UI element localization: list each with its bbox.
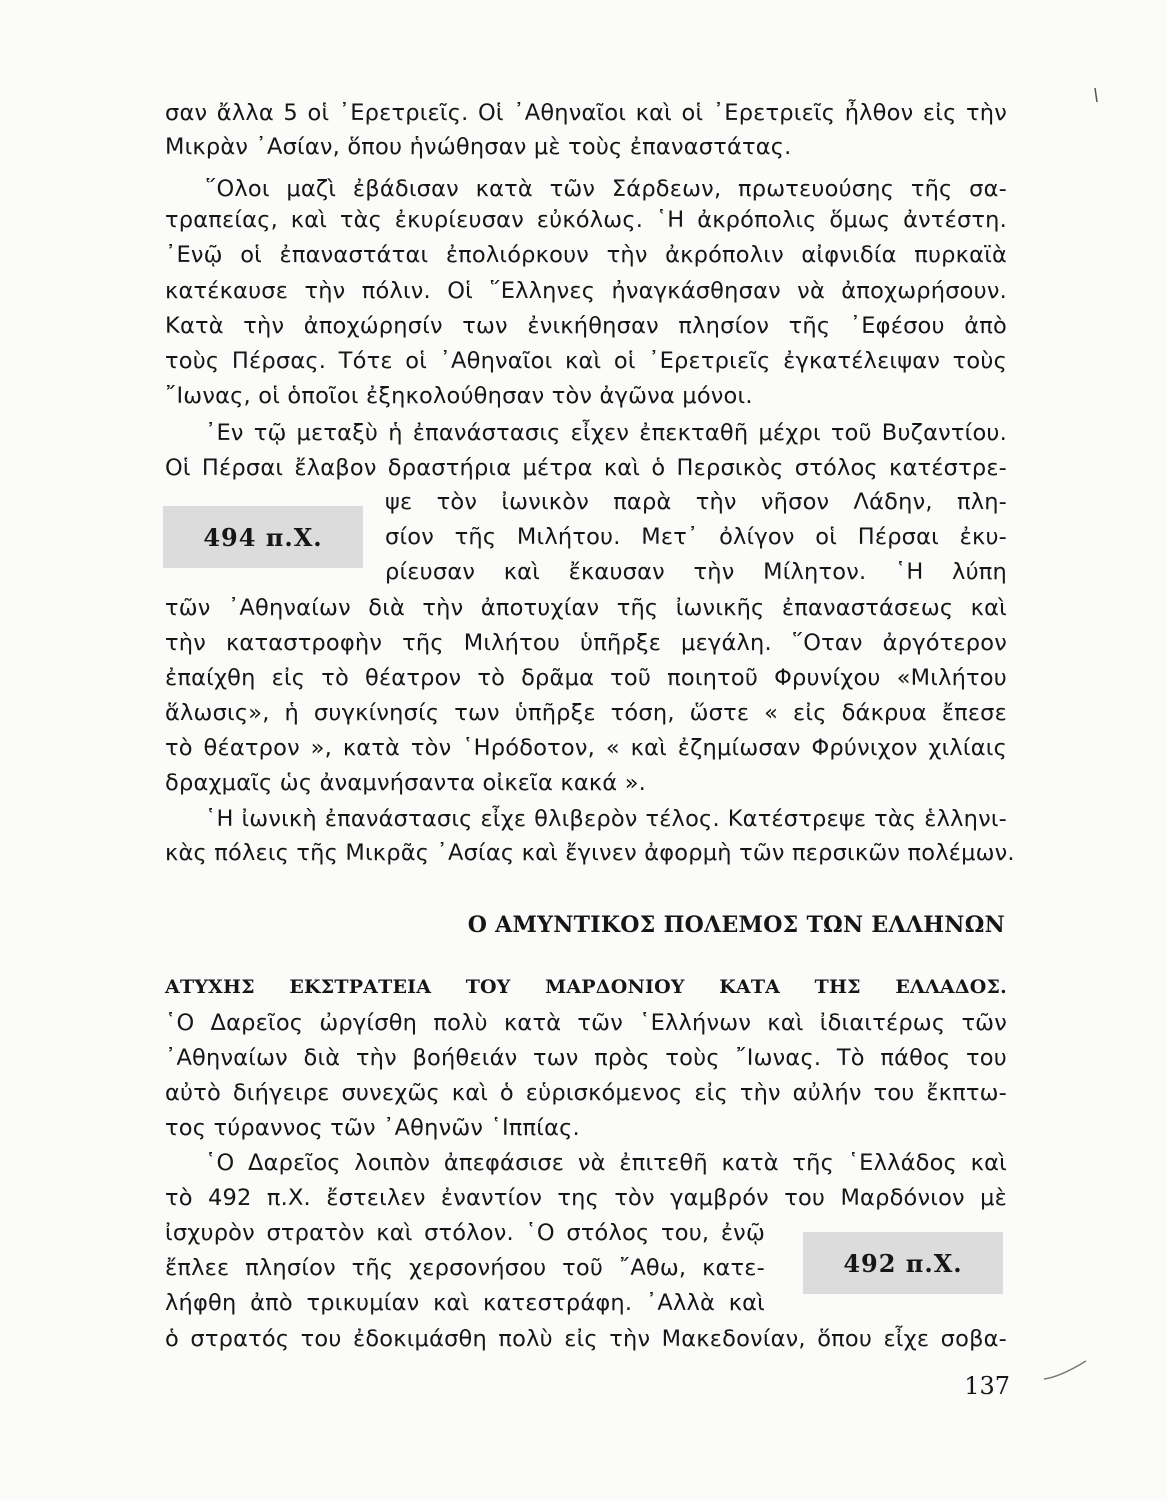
text-line: Οἱ Πέρσαι ἔλαβον δραστήρια μέτρα καὶ ὁ Περσικὸς στόλος κατέστρε- — [165, 455, 1007, 481]
text-line: δραχμαῖς ὡς ἀναμνήσαντα οἰκεῖα κακά ». — [165, 770, 647, 796]
text-line: τοὺς Πέρσας. Τότε οἱ ᾿Αθηναῖοι καὶ οἱ ᾿Ερετριεῖς ἐγκατέλειψαν τοὺς — [165, 348, 1007, 374]
text-line: ᾿Ενῷ οἱ ἐπαναστάται ἐπολιόρκουν τὴν ἀκρόπολιν αἰφνιδία πυρκαϊὰ — [165, 242, 1007, 268]
text-line: τὴν καταστροφὴν τῆς Μιλήτου ὑπῆρξε μεγάλη. ῞Οταν ἀργότερον — [165, 630, 1007, 656]
date-box-494: 494 π.Χ. — [163, 506, 363, 568]
text-line: τραπείας, καὶ τὰς ἐκυρίευσαν εὐκόλως. ῾Η ἀκρόπολις ὅμως ἀντέστη. — [165, 207, 1007, 233]
text-line: ᾿Εν τῷ μεταξὺ ἡ ἐπανάστασις εἶχεν ἐπεκταθῆ μέχρι τοῦ Βυζαντίου. — [205, 420, 1007, 446]
text-line: λήφθη ἀπὸ τρικυμίαν καὶ κατεστράφη. ᾿Αλλὰ καὶ — [165, 1290, 765, 1316]
text-line: ῾Ο Δαρεῖος ὠργίσθη πολὺ κατὰ τῶν ῾Ελλήνων καὶ ἰδιαιτέρως τῶν — [165, 1010, 1007, 1036]
text-line: ἐπαίχθη εἰς τὸ θέατρον τὸ δρᾶμα τοῦ ποιητοῦ Φρυνίχου «Μιλήτου — [165, 665, 1007, 691]
text-line: ρίευσαν καὶ ἔκαυσαν τὴν Μίλητον. ῾Η λύπη — [385, 559, 1007, 585]
text-line: Μικρὰν ᾿Ασίαν, ὅπου ἡνώθησαν μὲ τοὺς ἐπαναστάτας. — [165, 134, 792, 160]
date-box-492: 492 π.Χ. — [803, 1232, 1003, 1294]
subsection-heading: ΑΤΥΧΗΣ ΕΚΣΤΡΑΤΕΙΑ ΤΟΥ ΜΑΡΔΟΝΙΟΥ ΚΑΤΑ ΤΗΣ ΕΛΛΑΔΟΣ. — [165, 976, 1007, 998]
text-line: κατέκαυσε τὴν πόλιν. Οἱ ῞Ελληνες ἠναγκάσθησαν νὰ ἀποχωρήσουν. — [165, 278, 1007, 304]
text-line: τῶν ᾿Αθηναίων διὰ τὴν ἀποτυχίαν τῆς ἰωνικῆς ἐπαναστάσεως καὶ — [165, 595, 1007, 621]
text-line: ῞Ολοι μαζὶ ἐβάδισαν κατὰ τῶν Σάρδεων, πρωτευούσης τῆς σα- — [205, 176, 1007, 202]
text-line: ὁ στρατός του ἐδοκιμάσθη πολὺ εἰς τὴν Μακεδονίαν, ὅπου εἶχε σοβα- — [165, 1326, 1007, 1352]
text-line: τὸ 492 π.Χ. ἔστειλεν ἐναντίον της τὸν γαμβρόν του Μαρδόνιον μὲ — [165, 1185, 1007, 1211]
page-number: 137 — [964, 1372, 1010, 1400]
text-line: ψε τὸν ἰωνικὸν παρὰ τὴν νῆσον Λάδην, πλη- — [385, 489, 1007, 515]
text-line: Κατὰ τὴν ἀποχώρησίν των ἐνικήθησαν πλησίον τῆς ᾿Εφέσου ἀπὸ — [165, 313, 1007, 339]
text-line: αὐτὸ διήγειρε συνεχῶς καὶ ὁ εὑρισκόμενος εἰς τὴν αὐλήν του ἔκπτω- — [165, 1080, 1007, 1106]
text-line: ἅλωσις», ἡ συγκίνησίς των ὑπῆρξε τόση, ὥστε « εἰς δάκρυα ἔπεσε — [165, 700, 1007, 726]
text-line: ἔπλεε πλησίον τῆς χερσονήσου τοῦ ῎Αθω, κατε- — [165, 1255, 765, 1281]
text-line: τὸ θέατρον », κατὰ τὸν ῾Ηρόδοτον, « καὶ ἐζημίωσαν Φρύνιχον χιλίαις — [165, 735, 1007, 761]
text-line: σίον τῆς Μιλήτου. Μετ᾿ ὀλίγον οἱ Πέρσαι ἐκυ- — [385, 524, 1007, 550]
text-line: ῾Ο Δαρεῖος λοιπὸν ἀπεφάσισε νὰ ἐπιτεθῆ κατὰ τῆς ῾Ελλάδος καὶ — [205, 1150, 1007, 1176]
text-line: ἰσχυρὸν στρατὸν καὶ στόλον. ῾Ο στόλος του, ἐνῷ — [165, 1220, 765, 1246]
text-line: ῾Η ἰωνικὴ ἐπανάστασις εἶχε θλιβερὸν τέλος. Κατέστρεψε τὰς ἑλληνι- — [205, 806, 1007, 832]
text-line: κὰς πόλεις τῆς Μικρᾶς ᾿Ασίας καὶ ἔγινεν ἀφορμὴ τῶν περσικῶν πολέμων. — [165, 840, 1015, 866]
pencil-mark-icon — [1040, 1355, 1090, 1385]
text-line: τος τύραννος τῶν ᾿Αθηνῶν ῾Ιππίας. — [165, 1115, 580, 1141]
ink-speck-icon — [1090, 86, 1102, 106]
text-line: σαν ἄλλα 5 οἱ ᾿Ερετριεῖς. Οἱ ᾿Αθηναῖοι καὶ οἱ ᾿Ερετριεῖς ἦλθον εἰς τὴν — [165, 100, 1007, 126]
text-line: ᾿Αθηναίων διὰ τὴν βοήθειάν των πρὸς τοὺς ῎Ιωνας. Τὸ πάθος του — [165, 1045, 1007, 1071]
section-heading: Ο ΑΜΥΝΤΙΚΟΣ ΠΟΛΕΜΟΣ ΤΩΝ ΕΛΛΗΝΩΝ — [467, 912, 1005, 938]
text-line: ῎Ιωνας, οἱ ὁποῖοι ἐξηκολούθησαν τὸν ἀγῶνα μόνοι. — [165, 383, 753, 409]
